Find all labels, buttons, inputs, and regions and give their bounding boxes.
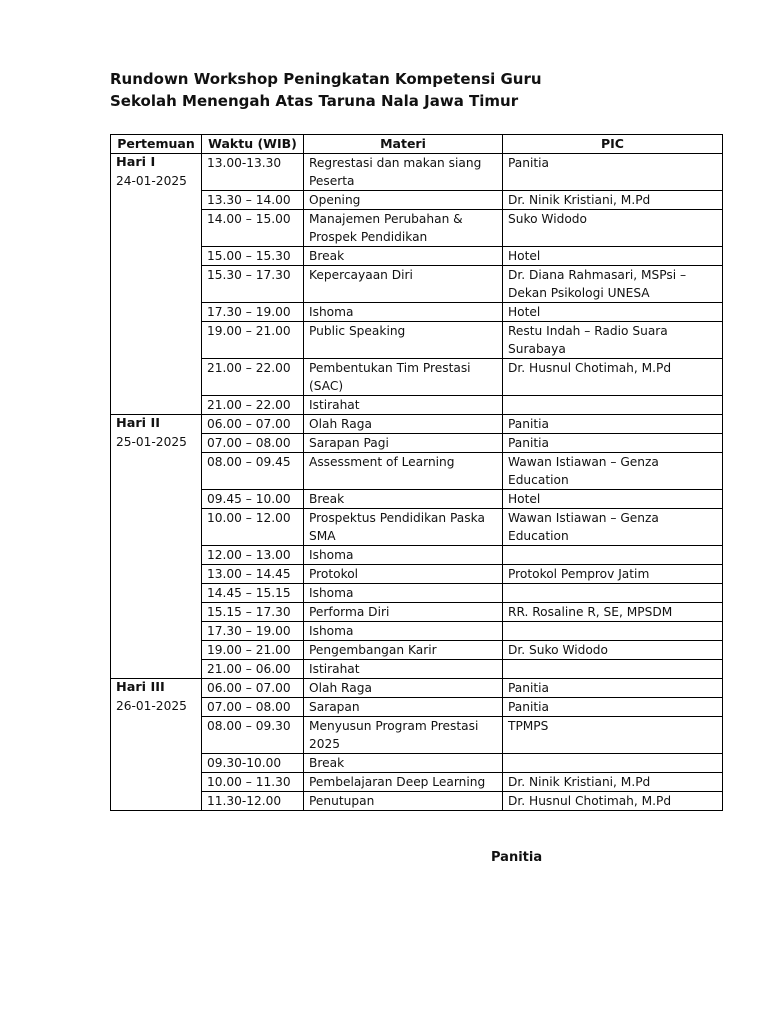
cell-pic: Wawan Istiawan – Genza Education — [503, 509, 723, 546]
cell-materi: Pembelajaran Deep Learning — [304, 773, 503, 792]
table-row — [111, 191, 723, 210]
cell-materi: Break — [304, 490, 503, 509]
cell-pic: Dr. Diana Rahmasari, MSPsi – Dekan Psikologi UNESA — [503, 266, 723, 303]
cell-materi: Menyusun Program Prestasi 2025 — [304, 717, 503, 754]
cell-pic — [503, 584, 723, 603]
cell-time: 10.00 – 12.00 — [202, 509, 304, 546]
cell-time: 13.00-13.30 — [202, 154, 304, 191]
cell-pic: Dr. Ninik Kristiani, M.Pd — [503, 773, 723, 792]
cell-materi: Performa Diri — [304, 603, 503, 622]
cell-time: 17.30 – 19.00 — [202, 622, 304, 641]
cell-materi: Ishoma — [304, 584, 503, 603]
day-date: 25-01-2025 — [116, 435, 187, 449]
table-row — [111, 622, 723, 641]
table-row — [111, 266, 723, 303]
table-row — [111, 210, 723, 247]
signature: Panitia — [491, 850, 543, 865]
cell-materi: Opening — [304, 191, 503, 210]
table-row — [111, 359, 723, 396]
day-date: 26-01-2025 — [116, 699, 187, 713]
table-row — [111, 247, 723, 266]
cell-materi: Istirahat — [304, 660, 503, 679]
cell-time: 14.45 – 15.15 — [202, 584, 304, 603]
day-date: 24-01-2025 — [116, 174, 187, 188]
cell-pic — [503, 660, 723, 679]
cell-materi: Ishoma — [304, 303, 503, 322]
rundown-table — [110, 134, 723, 811]
cell-time: 09.45 – 10.00 — [202, 490, 304, 509]
cell-pic: Restu Indah – Radio Suara Surabaya — [503, 322, 723, 359]
table-row — [111, 322, 723, 359]
cell-time: 15.15 – 17.30 — [202, 603, 304, 622]
cell-pic: Dr. Ninik Kristiani, M.Pd — [503, 191, 723, 210]
cell-materi: Assessment of Learning — [304, 453, 503, 490]
table-row — [111, 584, 723, 603]
table-row — [111, 546, 723, 565]
table-row — [111, 434, 723, 453]
cell-pic: Dr. Husnul Chotimah, M.Pd — [503, 792, 723, 811]
cell-materi: Prospektus Pendidikan Paska SMA — [304, 509, 503, 546]
table-row — [111, 679, 723, 698]
cell-materi: Break — [304, 754, 503, 773]
document-title — [110, 68, 542, 112]
cell-time: 07.00 – 08.00 — [202, 698, 304, 717]
cell-materi: Kepercayaan Diri — [304, 266, 503, 303]
day-cell — [111, 154, 202, 415]
cell-materi: Regrestasi dan makan siang Peserta — [304, 154, 503, 191]
cell-pic — [503, 622, 723, 641]
cell-pic: Dr. Suko Widodo — [503, 641, 723, 660]
table-row — [111, 660, 723, 679]
table-row — [111, 698, 723, 717]
cell-pic — [503, 396, 723, 415]
table-row — [111, 792, 723, 811]
cell-time: 19.00 – 21.00 — [202, 322, 304, 359]
cell-time: 19.00 – 21.00 — [202, 641, 304, 660]
day-name: Hari II — [116, 416, 161, 431]
cell-materi: Istirahat — [304, 396, 503, 415]
title-line-2: Sekolah Menengah Atas Taruna Nala Jawa Timur — [110, 92, 519, 110]
cell-materi: Pengembangan Karir — [304, 641, 503, 660]
cell-time: 06.00 – 07.00 — [202, 679, 304, 698]
cell-pic: RR. Rosaline R, SE, MPSDM — [503, 603, 723, 622]
cell-pic: Panitia — [503, 154, 723, 191]
cell-pic: Dr. Husnul Chotimah, M.Pd — [503, 359, 723, 396]
table-row — [111, 154, 723, 191]
day-name: Hari I — [116, 155, 156, 170]
cell-materi: Olah Raga — [304, 679, 503, 698]
cell-time: 17.30 – 19.00 — [202, 303, 304, 322]
cell-pic: Protokol Pemprov Jatim — [503, 565, 723, 584]
cell-time: 08.00 – 09.30 — [202, 717, 304, 754]
day-cell — [111, 679, 202, 811]
cell-time: 07.00 – 08.00 — [202, 434, 304, 453]
cell-pic: Hotel — [503, 247, 723, 266]
cell-time: 10.00 – 11.30 — [202, 773, 304, 792]
cell-time: 21.00 – 22.00 — [202, 359, 304, 396]
table-row — [111, 415, 723, 434]
cell-pic: TPMPS — [503, 717, 723, 754]
cell-time: 21.00 – 22.00 — [202, 396, 304, 415]
cell-pic: Panitia — [503, 698, 723, 717]
table-row — [111, 509, 723, 546]
table-row — [111, 396, 723, 415]
cell-pic: Hotel — [503, 303, 723, 322]
cell-materi: Sarapan Pagi — [304, 434, 503, 453]
cell-time: 15.00 – 15.30 — [202, 247, 304, 266]
cell-time: 13.30 – 14.00 — [202, 191, 304, 210]
cell-pic: Wawan Istiawan – Genza Education — [503, 453, 723, 490]
cell-time: 13.00 – 14.45 — [202, 565, 304, 584]
cell-pic: Panitia — [503, 679, 723, 698]
cell-time: 12.00 – 13.00 — [202, 546, 304, 565]
table-row — [111, 565, 723, 584]
table-row — [111, 641, 723, 660]
table-row — [111, 754, 723, 773]
cell-pic — [503, 754, 723, 773]
cell-time: 09.30-10.00 — [202, 754, 304, 773]
table-row — [111, 490, 723, 509]
cell-pic: Suko Widodo — [503, 210, 723, 247]
cell-materi: Penutupan — [304, 792, 503, 811]
table-row — [111, 603, 723, 622]
day-cell — [111, 415, 202, 679]
cell-materi: Break — [304, 247, 503, 266]
table-row — [111, 303, 723, 322]
table-row — [111, 773, 723, 792]
cell-materi: Pembentukan Tim Prestasi (SAC) — [304, 359, 503, 396]
header-pic: PIC — [503, 135, 723, 154]
header-materi: Materi — [304, 135, 503, 154]
cell-time: 21.00 – 06.00 — [202, 660, 304, 679]
cell-time: 08.00 – 09.45 — [202, 453, 304, 490]
cell-materi: Olah Raga — [304, 415, 503, 434]
table-row — [111, 717, 723, 754]
day-name: Hari III — [116, 680, 165, 695]
header-pertemuan: Pertemuan — [111, 135, 202, 154]
table-header-row — [111, 135, 723, 154]
title-line-1: Rundown Workshop Peningkatan Kompetensi Guru — [110, 70, 542, 88]
cell-materi: Public Speaking — [304, 322, 503, 359]
cell-pic: Hotel — [503, 490, 723, 509]
cell-materi: Ishoma — [304, 546, 503, 565]
rundown-body — [111, 154, 723, 811]
cell-time: 11.30-12.00 — [202, 792, 304, 811]
cell-materi: Protokol — [304, 565, 503, 584]
cell-time: 14.00 – 15.00 — [202, 210, 304, 247]
header-waktu: Waktu (WIB) — [202, 135, 304, 154]
cell-pic: Panitia — [503, 434, 723, 453]
table-row — [111, 453, 723, 490]
cell-pic: Panitia — [503, 415, 723, 434]
cell-pic — [503, 546, 723, 565]
cell-materi: Ishoma — [304, 622, 503, 641]
cell-time: 15.30 – 17.30 — [202, 266, 304, 303]
cell-materi: Sarapan — [304, 698, 503, 717]
cell-time: 06.00 – 07.00 — [202, 415, 304, 434]
cell-materi: Manajemen Perubahan & Prospek Pendidikan — [304, 210, 503, 247]
